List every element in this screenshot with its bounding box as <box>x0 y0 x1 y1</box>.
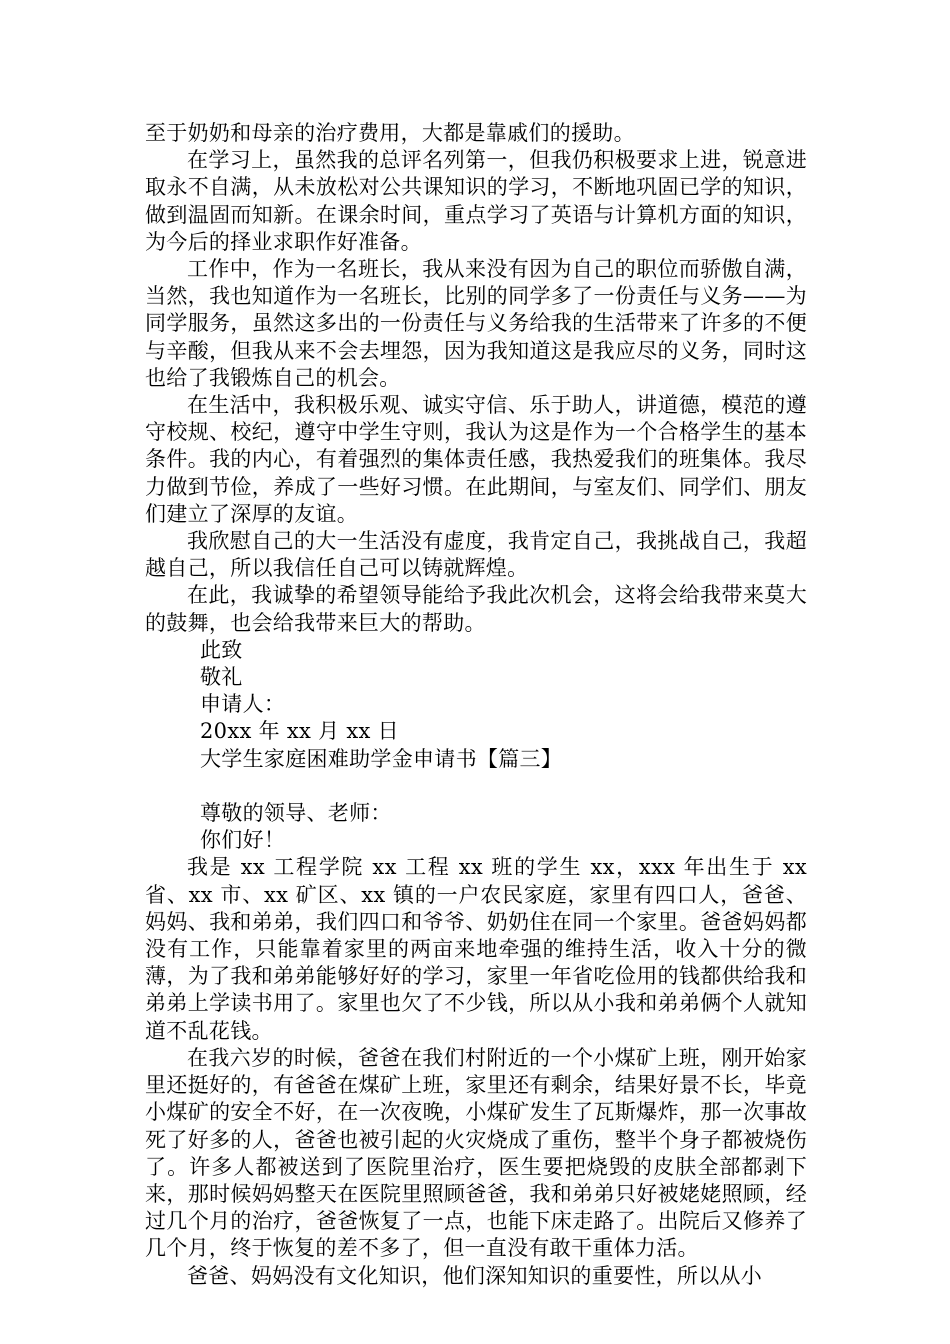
blank-line <box>145 773 807 800</box>
paragraph-work: 工作中，作为一名班长，我从来没有因为自己的职位而骄傲自满，当然，我也知道作为一名班长，比别的同学多了一份责任与义务——为同学服务，虽然这多出的一份责任与义务给我的生活带来了许多的不便与辛酸，但我从来不会去埋怨，因为我知道这是我应尽的义务，同时这也给了我锻炼自己的机会。 <box>145 257 807 390</box>
document-body <box>145 120 807 1290</box>
closing-regards: 敬礼 <box>200 665 243 690</box>
closing-salute: 此致 <box>200 637 243 662</box>
greeting-salutation: 尊敬的领导、老师： <box>200 801 392 826</box>
paragraph-life: 在生活中，我积极乐观、诚实守信、乐于助人，讲道德，模范的遵守校规、校纪，遵守中学生守则，我认为这是作为一个合格学生的基本条件。我的内心，有着强烈的集体责任感，我热爱我们的班集体。我尽力做到节俭，养成了一些好习惯。在此期间，与室友们、同学们、朋友们建立了深厚的友谊。 <box>145 393 807 526</box>
greeting-hello: 你们好！ <box>200 828 286 853</box>
paragraph-request: 在此，我诚挚的希望领导能给予我此次机会，这将会给我带来莫大的鼓舞，也会给我带来巨大的帮助。 <box>145 583 807 635</box>
paragraph-parents: 爸爸、妈妈没有文化知识，他们深知知识的重要性，所以从小 <box>187 1263 763 1288</box>
section-title: 大学生家庭困难助学金申请书【篇三】 <box>200 746 563 771</box>
paragraph-family: 我是 xx 工程学院 xx 工程 xx 班的学生 xx，xxx 年出生于 xx 省、xx 市、xx 矿区、xx 镇的一户农民家庭，家里有四口人，爸爸、妈妈、我和弟弟，我们四口和爷爷、奶奶住在同一个家里。爸爸妈妈都没有工作，只能靠着家里的两亩来地牵强的维持生活，收入十分的微薄，为了我和弟弟能够好好的学习，家里一年省吃俭用的钱都供给我和弟弟上学读书用了。家里也欠了不少钱，所以从小我和弟弟俩个人就知道不乱花钱。 <box>145 855 807 1043</box>
paragraph-continued: 至于奶奶和母亲的治疗费用，大都是靠戚们的援助。 <box>145 121 635 145</box>
applicant-label: 申请人： <box>200 692 286 717</box>
paragraph-study: 在学习上，虽然我的总评名列第一，但我仍积极要求上进，锐意进取永不自满，从未放松对公共课知识的学习，不断地巩固已学的知识，做到温固而知新。在课余时间，重点学习了英语与计算机方面的知识，为今后的择业求职作好准备。 <box>145 148 807 254</box>
date-line: 20xx 年 xx 月 xx 日 <box>200 719 399 744</box>
paragraph-accident: 在我六岁的时候，爸爸在我们村附近的一个小煤矿上班，刚开始家里还挺好的，有爸爸在煤矿上班，家里还有剩余，结果好景不长，毕竟小煤矿的安全不好，在一次夜晚，小煤矿发生了瓦斯爆炸，那一次事故死了好多的人，爸爸也被引起的火灾烧成了重伤，整半个身子都被烧伤了。许多人都被送到了医院里治疗，医生要把烧毁的皮肤全部都剥下来，那时候妈妈整天在医院里照顾爸爸，我和弟弟只好被姥姥照顾，经过几个月的治疗，爸爸恢复了一点，也能下床走路了。出院后又修养了几个月，终于恢复的差不多了，但一直没有敢干重体力活。 <box>145 1045 807 1261</box>
paragraph-reflection: 我欣慰自己的大一生活没有虚度，我肯定自己，我挑战自己，我超越自己，所以我信任自己可以铸就辉煌。 <box>145 529 807 581</box>
